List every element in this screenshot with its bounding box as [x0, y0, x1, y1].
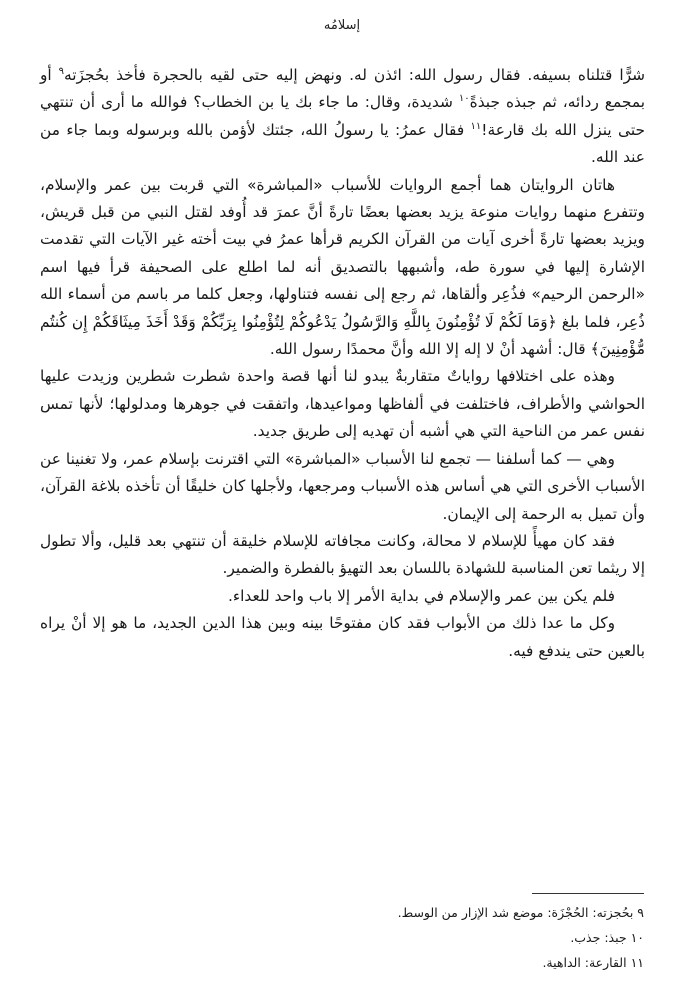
footnote-number: ١١	[630, 955, 644, 970]
footnote-ref[interactable]: ١١	[470, 120, 482, 132]
quran-verse: ﴿وَمَا لَكُمْ لَا تُؤْمِنُونَ بِاللَّهِ وَالرَّسُولُ يَدْعُوكُمْ لِتُؤْمِنُوا بِرَبِّكُمْ وَقَدْ أَخَذَ مِيثَاقَكُمْ إِن كُنتُم مُّؤْمِنِينَ﴾	[40, 312, 645, 359]
paragraph	[40, 62, 645, 172]
footnotes	[39, 900, 644, 975]
footnote	[39, 925, 644, 950]
page-header	[0, 18, 684, 33]
footnote-text: بحُجزته: الحُجْزَة: موضع شد الإزار من الوسط.	[397, 905, 638, 920]
main-text	[40, 62, 645, 665]
paragraph: وكل ما عدا ذلك من الأبواب فقد كان مفتوحًا بينه وبين هذا الدين الجديد، ما هو إلا أنْ يراه بالعين حتى يندفع فيه.	[40, 614, 645, 660]
footnote-divider	[532, 893, 644, 894]
running-title: إسلامُه	[323, 18, 361, 33]
paragraph	[40, 172, 645, 364]
footnote-text: جبذ: جذب.	[570, 930, 631, 945]
footnote-ref[interactable]: ٩	[58, 65, 64, 77]
paragraph-text: فقال عمرُ: يا رسولُ الله، جئتك لأؤمن بالله وبرسوله وبما جاء من عند الله.	[40, 120, 645, 167]
paragraph: وهي — كما أسلفنا — تجمع لنا الأسباب «المباشرة» التي اقترنت بإسلام عمر، ولا تغنينا عن الأسباب الأخرى التي هي أساس هذه الأسباب ومرجعها، ولأجلها كان خليقًا أن تأخذه بلاغة القرآن، وأن تميل به الرحمة إلى الإيمان.	[40, 449, 645, 523]
footnote	[39, 900, 644, 925]
paragraph-text: شديدة، وقال: ما جاء بك يا بن الخطاب؟ فوالله ما أرى أن تنتهي حتى ينزل الله بك قارعة!	[40, 93, 646, 139]
footnote	[39, 950, 644, 975]
paragraph-text: أو بمجمع ردائه، ثم جبذه جبذةً	[40, 66, 646, 112]
paragraph-text: قال: أشهد أنْ لا إله إلا الله وأنَّ محمدًا رسول الله.	[269, 340, 591, 359]
paragraph-text: شرًّا قتلناه بسيفه. فقال رسول الله: ائذن له. ونهض إليه حتى لقيه بالحجرة فأخذ بحُجزَته	[64, 66, 645, 84]
footnote-text: القارعة: الداهية.	[542, 955, 631, 970]
footnote-ref[interactable]: ١٠	[458, 93, 470, 105]
paragraph-text: هاتان الروايتان هما أجمع الروايات للأسباب «المباشرة» التي قربت بين عمر والإسلام، وتتفرع منهما روايات منوعة يزيد بعضها بعضًا تارةً أنَّ عمرَ قد أُوفد لقتل النبي من قبل قريش، ويزيد بعضها تارةً أخرى آيات من القرآن الكريم قرأها عمرُ في بيت أخته غير الآيات التي تقدمت الإشارة إليها في سورة طه، وأشبهها بالتصديق أنه لما اطلع على الصحيفة قرأ فيها اسم «الرحمن الرحيم» فذُعِر وألقاها، ثم رجع إلى نفسه فتناولها، وجعل كلما مر باسم من أسماء الله ذُعِر، فلما بلغ	[40, 175, 645, 331]
paragraph: فقد كان مهيأً للإسلام لا محالة، وكانت مجافاته للإسلام خليقة أن تنتهي بعد قليل، وألا تطول إلا ريثما تعن المناسبة للشهادة باللسان بعد التهيؤ بالفطرة والضمير.	[40, 531, 645, 578]
footnote-number: ٩	[637, 905, 644, 920]
paragraph: وهذه على اختلافها رواياتٌ متقاربةٌ يبدو لنا أنها قصة واحدة شطرت شطرين وزيدت عليها الحواشي والأطراف، فاختلفت في ألفاظها ومواعيدها، واتفقت في جوهرها ومدلولها؛ لأنها تمس نفس عمر من الناحية التي هي أشبه أن تهديه إلى طريق جديد.	[40, 367, 645, 441]
paragraph: فلم يكن بين عمر والإسلام في بداية الأمر إلا باب واحد للعداء.	[228, 586, 615, 605]
footnote-number: ١٠	[630, 930, 644, 945]
